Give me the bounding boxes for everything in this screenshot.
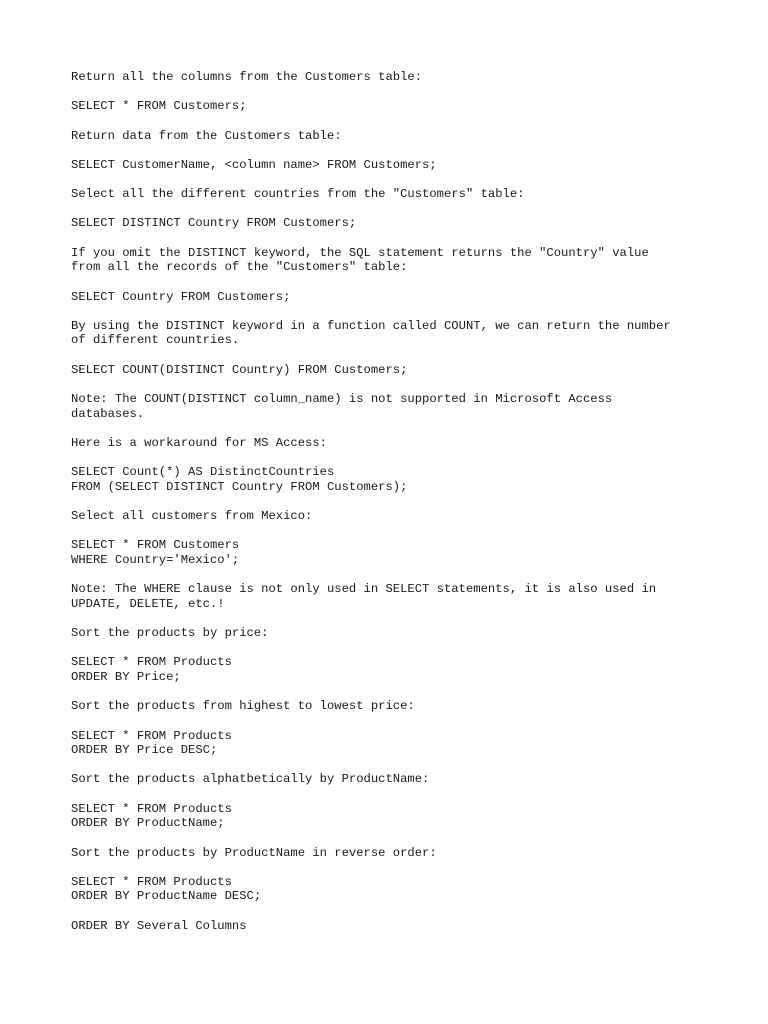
sql-code-block — [71, 216, 731, 231]
code-line: WHERE Country='Mexico'; — [71, 552, 240, 567]
code-line: SELECT * FROM Products — [71, 655, 232, 670]
text-line: Here is a workaround for MS Access: — [71, 435, 327, 450]
text-paragraph — [71, 70, 731, 85]
text-paragraph — [71, 129, 731, 144]
sql-code-block — [71, 99, 731, 114]
code-line: SELECT CustomerName, <column name> FROM Customers; — [71, 157, 437, 172]
sql-code-block — [71, 538, 731, 567]
code-line: ORDER BY ProductName; — [71, 816, 225, 831]
text-paragraph — [71, 626, 731, 641]
text-line: Select all customers from Mexico: — [71, 509, 313, 524]
text-line: UPDATE, DELETE, etc.! — [71, 596, 225, 611]
text-line: from all the records of the "Customers" table: — [71, 260, 408, 275]
text-line: Return data from the Customers table: — [71, 128, 342, 143]
sql-code-block — [71, 655, 731, 684]
text-line: By using the DISTINCT keyword in a function called COUNT, we can return the number — [71, 318, 671, 333]
sql-code-block — [71, 465, 731, 494]
sql-code-block — [71, 158, 731, 173]
text-line: Sort the products from highest to lowest price: — [71, 699, 415, 714]
code-line: ORDER BY Price DESC; — [71, 743, 218, 758]
text-paragraph — [71, 582, 731, 611]
text-line: If you omit the DISTINCT keyword, the SQL statement returns the "Country" value — [71, 245, 649, 260]
text-line: Select all the different countries from the "Customers" table: — [71, 187, 525, 202]
code-line: SELECT * FROM Customers; — [71, 99, 247, 114]
code-line: SELECT * FROM Products — [71, 874, 232, 889]
code-line: SELECT * FROM Customers — [71, 538, 240, 553]
text-line: of different countries. — [71, 333, 240, 348]
document-body — [71, 70, 731, 933]
text-line: ORDER BY Several Columns — [71, 918, 247, 933]
code-line: SELECT * FROM Products — [71, 728, 232, 743]
sql-code-block — [71, 290, 731, 305]
text-line: databases. — [71, 406, 145, 421]
text-line: Sort the products by price: — [71, 626, 269, 641]
text-paragraph — [71, 772, 731, 787]
text-line: Return all the columns from the Customers table: — [71, 70, 423, 84]
text-paragraph — [71, 699, 731, 714]
code-line: SELECT COUNT(DISTINCT Country) FROM Customers; — [71, 362, 408, 377]
text-line: Note: The WHERE clause is not only used in SELECT statements, it is also used in — [71, 582, 657, 597]
text-paragraph — [71, 319, 731, 348]
code-line: ORDER BY ProductName DESC; — [71, 889, 262, 904]
code-line: SELECT Count(*) AS DistinctCountries — [71, 465, 335, 480]
sql-code-block — [71, 875, 731, 904]
text-line: Sort the products by ProductName in reverse order: — [71, 845, 437, 860]
text-line: Note: The COUNT(DISTINCT column_name) is not supported in Microsoft Access — [71, 392, 613, 406]
text-paragraph — [71, 846, 731, 861]
sql-code-block — [71, 729, 731, 758]
code-line: SELECT DISTINCT Country FROM Customers; — [71, 216, 357, 231]
code-line: FROM (SELECT DISTINCT Country FROM Customers); — [71, 479, 408, 494]
sql-code-block — [71, 363, 731, 378]
sql-code-block — [71, 802, 731, 831]
text-paragraph — [71, 187, 731, 202]
code-line: SELECT * FROM Products — [71, 801, 232, 816]
document-page — [71, 70, 731, 948]
text-paragraph — [71, 509, 731, 524]
code-line: SELECT Country FROM Customers; — [71, 289, 291, 304]
text-paragraph — [71, 392, 731, 421]
code-line: ORDER BY Price; — [71, 669, 181, 684]
text-line: Sort the products alphatbetically by ProductName: — [71, 772, 430, 787]
text-paragraph — [71, 919, 731, 934]
text-paragraph — [71, 436, 731, 451]
text-paragraph — [71, 246, 731, 275]
